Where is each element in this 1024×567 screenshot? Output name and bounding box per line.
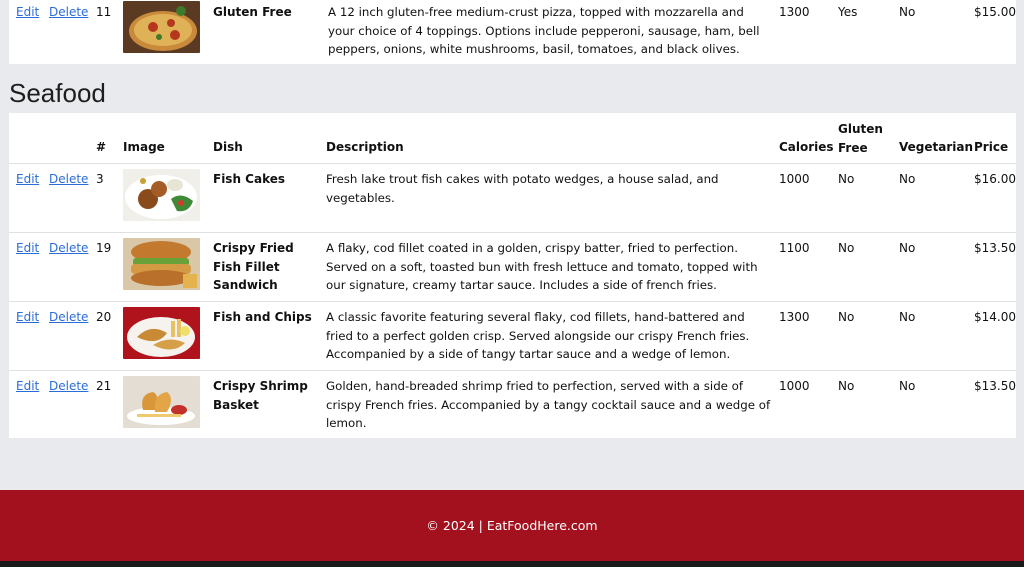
gluten-free-value: No — [838, 241, 855, 255]
vegetarian-value: No — [899, 5, 916, 19]
calories-value: 1300 — [779, 310, 810, 324]
table-row — [9, 371, 1016, 438]
section-title-seafood: Seafood — [9, 78, 106, 108]
price-value: $14.00 — [974, 310, 1016, 324]
dish-name: Gluten Free — [213, 5, 292, 19]
table-row — [9, 302, 1016, 370]
vegetarian-value: No — [899, 310, 916, 324]
dish-description: A flaky, cod fillet coated in a golden, crispy batter, fried to perfection. Served on a soft, toasted bun with fresh lettuce and tomato, topped with our signature, creamy tartar sauce. Includes a side of french fries. — [326, 241, 758, 292]
seafood-menu-table — [9, 113, 1016, 438]
fish-cakes-photo — [123, 169, 200, 221]
calories-value: 1000 — [779, 379, 810, 393]
dish-description: Fresh lake trout fish cakes with potato wedges, a house salad, and vegetables. — [326, 172, 719, 205]
price-value: $13.50 — [974, 379, 1016, 393]
table-row — [9, 233, 1016, 301]
site-footer — [0, 490, 1024, 561]
header-price: Price — [974, 140, 1009, 154]
dish-name: Crispy Fried Fish Fillet Sandwich — [213, 241, 294, 292]
gluten-free-value: No — [838, 172, 855, 186]
header-dish: Dish — [213, 140, 243, 154]
table-row — [9, 164, 1016, 232]
header-description: Description — [326, 140, 404, 154]
pizza-menu-table — [9, 0, 1016, 64]
fish-sandwich-photo — [123, 238, 200, 290]
dish-name: Fish and Chips — [213, 310, 312, 324]
delete-link[interactable]: Delete — [49, 310, 89, 324]
calories-value: 1100 — [779, 241, 810, 255]
price-value: $13.50 — [974, 241, 1016, 255]
header-vegetarian: Vegetarian — [899, 140, 974, 154]
calories-value: 1300 — [779, 5, 810, 19]
dish-description: A classic favorite featuring several flaky, cod fillets, hand-battered and fried to a perfect golden crisp. Served alongside our crispy French fries. Accompanied by a side of tangy tartar sauce and a wedge of lemon. — [326, 310, 750, 361]
vegetarian-value: No — [899, 379, 916, 393]
edit-link[interactable]: Edit — [16, 241, 40, 255]
dish-name: Fish Cakes — [213, 172, 286, 186]
delete-link[interactable]: Delete — [49, 172, 89, 186]
dish-name: Crispy Shrimp Basket — [213, 379, 308, 412]
shrimp-basket-photo — [123, 376, 200, 428]
edit-link[interactable]: Edit — [16, 5, 40, 19]
header-image: Image — [123, 140, 165, 154]
header-calories: Calories — [779, 140, 834, 154]
footer-copyright: © 2024 | EatFoodHere.com — [426, 518, 598, 533]
calories-value: 1000 — [779, 172, 810, 186]
price-value: $16.00 — [974, 172, 1016, 186]
table-row — [9, 0, 1016, 64]
gluten-free-value: Yes — [838, 5, 858, 19]
dish-description: Golden, hand-breaded shrimp fried to perfection, served with a side of crispy French fries. Accompanied by a tangy cocktail sauce and a wedge of lemon. — [326, 379, 771, 430]
table-header — [9, 113, 1016, 163]
pizza-photo — [123, 1, 200, 53]
delete-link[interactable]: Delete — [49, 5, 89, 19]
price-value: $15.00 — [974, 5, 1016, 19]
item-id: 3 — [96, 172, 104, 186]
delete-link[interactable]: Delete — [49, 379, 89, 393]
delete-link[interactable]: Delete — [49, 241, 89, 255]
vegetarian-value: No — [899, 172, 916, 186]
edit-link[interactable]: Edit — [16, 310, 40, 324]
edit-link[interactable]: Edit — [16, 379, 40, 393]
item-id: 11 — [96, 5, 112, 19]
gluten-free-value: No — [838, 379, 855, 393]
fish-and-chips-photo — [123, 307, 200, 359]
edit-link[interactable]: Edit — [16, 172, 40, 186]
item-id: 19 — [96, 241, 112, 255]
header-gluten-free: Gluten Free — [838, 122, 883, 155]
item-id: 20 — [96, 310, 112, 324]
item-id: 21 — [96, 379, 112, 393]
vegetarian-value: No — [899, 241, 916, 255]
bottom-strip — [0, 561, 1024, 567]
gluten-free-value: No — [838, 310, 855, 324]
header-id: # — [96, 140, 107, 154]
dish-description: A 12 inch gluten-free medium-crust pizza, topped with mozzarella and your choice of 4 toppings. Options include pepperoni, sausage, ham, bell peppers, onions, white mushrooms, basil, tomatoes, and black olives. — [328, 5, 760, 56]
